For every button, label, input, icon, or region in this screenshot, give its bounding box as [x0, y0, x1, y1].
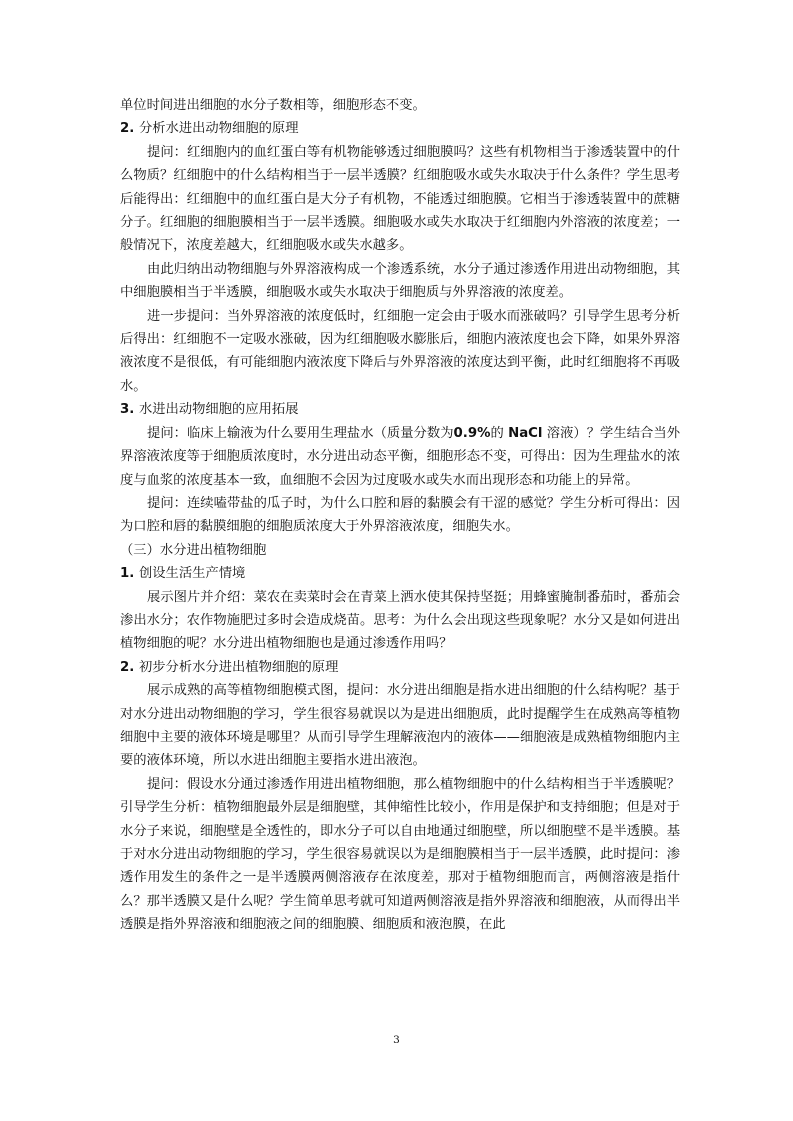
paragraph-red-cell-burst: 进一步提问：当外界溶液的浓度低时，红细胞一定会由于吸水而涨破吗？引导学生思考分析后得出：红细胞不一定吸水涨破，因为红细胞吸水膨胀后，细胞内液浓度也会下降，如果外界溶液浓度不是很低，有可能细胞内液浓度下降后与外界溶液的浓度达到平衡，此时红细胞将不再吸水。 [120, 308, 680, 394]
heading-1-life-situation: 1. 创设生活生产情境 [120, 566, 246, 582]
heading-2-plant-principle: 2. 初步分析水分进出植物细胞的原理 [120, 659, 339, 675]
page-body [120, 94, 680, 937]
paragraph-saline: 提问：临床上输液为什么要用生理盐水（质量分数为0.9%的 NaCl 溶液）？学生结合当外界溶液浓度等于细胞质浓度时，水分进出动态平衡，细胞形态不变，可得出：因为生理盐水的浓度与血浆的浓度基本一致，血细胞不会因为过度吸水或失水而出现形态和功能上的异常。 [120, 425, 680, 488]
paragraph-salted-seeds: 提问：连续嗑带盐的瓜子时，为什么口腔和唇的黏膜会有干涩的感觉？学生分析可得出：因为口腔和唇的黏膜细胞的细胞质浓度大于外界溶液浓度，细胞失水。 [120, 495, 680, 535]
paragraph-question-hemoglobin: 提问：红细胞内的血红蛋白等有机物能够透过细胞膜吗？这些有机物相当于渗透装置中的什么物质？红细胞中的什么结构相当于一层半透膜？红细胞吸水或失水取决于什么条件？学生思考后能得出：红细胞中的血红蛋白是大分子有机物，不能透过细胞膜。它相当于渗透装置中的蔗糖分子。红细胞的细胞膜相当于一层半透膜。细胞吸水或失水取决于红细胞内外溶液的浓度差；一般情况下，浓度差越大，红细胞吸水或失水越多。 [120, 144, 680, 254]
paragraph-plant-cell-model: 展示成熟的高等植物细胞模式图，提问：水分进出细胞是指水进出细胞的什么结构呢？基于对水分进出动物细胞的学习，学生很容易就误以为是进出细胞质，此时提醒学生在成熟高等植物细胞中主要的液体环境是哪里？从而引导学生理解液泡内的液体——细胞液是成熟植物细胞内主要的液体环境，所以水进出细胞主要指水进出液泡。 [120, 683, 680, 769]
paragraph-show-pictures: 展示图片并介绍：菜农在卖菜时会在青菜上洒水使其保持坚挺；用蜂蜜腌制番茄时，番茄会渗出水分；农作物施肥过多时会造成烧苗。思考：为什么会出现这些现象呢？水分又是如何进出植物细胞的呢？水分进出植物细胞也是通过渗透作用吗？ [120, 589, 680, 652]
paragraph-semipermeable: 提问：假设水分通过渗透作用进出植物细胞，那么植物细胞中的什么结构相当于半透膜呢？引导学生分析：植物细胞最外层是细胞壁，其伸缩性比较小，作用是保护和支持细胞；但是对于水分子来说，细胞壁是全透性的，即水分子可以自由地通过细胞壁，所以细胞壁不是半透膜。基于对水分进出动物细胞的学习，学生很容易就误以为是细胞膜相当于一层半透膜，此时提问：渗透作用发生的条件之一是半透膜两侧溶液存在浓度差，那对于植物细胞而言，两侧溶液是指什么？那半透膜又是什么呢？学生简单思考就可知道两侧溶液是指外界溶液和细胞液，从而得出半透膜是指外界溶液和细胞液之间的细胞膜、细胞质和液泡膜，在此 [120, 776, 680, 933]
heading-2-animal-principle: 2. 分析水进出动物细胞的原理 [120, 121, 299, 137]
section-plant-cells: （三）水分进出植物细胞 [120, 542, 267, 558]
paragraph-osmotic-system: 由此归纳出动物细胞与外界溶液构成一个渗透系统，水分子通过渗透作用进出动物细胞，其中细胞膜相当于半透膜，细胞吸水或失水取决于细胞质与外界溶液的浓度差。 [120, 261, 680, 301]
page-number: 3 [393, 1034, 400, 1046]
paragraph-continued: 单位时间进出细胞的水分子数相等，细胞形态不变。 [120, 98, 426, 113]
heading-3-application: 3. 水进出动物细胞的应用拓展 [120, 402, 299, 418]
